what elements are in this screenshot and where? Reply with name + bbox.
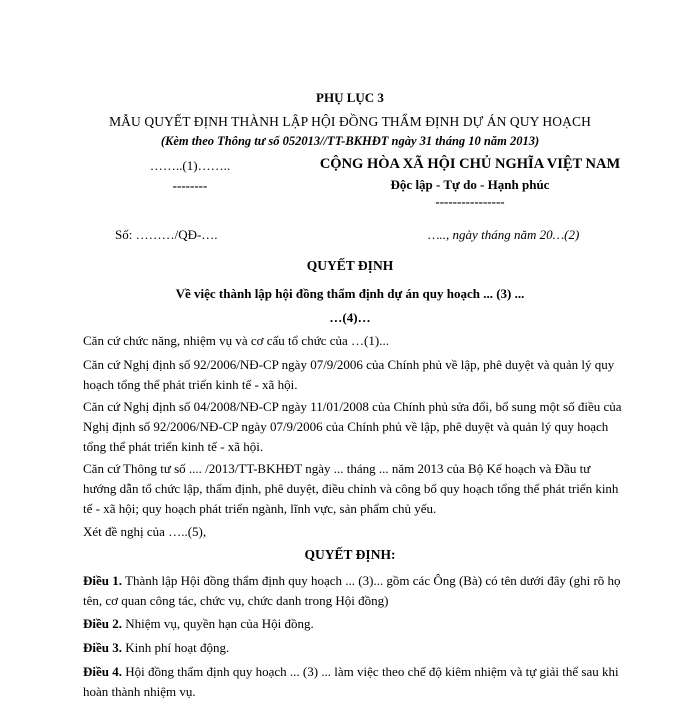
- motto-divider: ----------------: [435, 194, 505, 209]
- article-label: Điều 4.: [83, 664, 122, 679]
- legal-basis-paragraph: Căn cứ Nghị định số 92/2006/NĐ-CP ngày 07/9/2006 của Chính phủ về lập, phê duyệt và quản lý quy hoạch tổng thể phát triển kinh tế - xã hội.: [83, 357, 615, 392]
- article-paragraph: [83, 662, 628, 702]
- document-date: ….., ngày tháng năm 20…(2): [428, 227, 580, 242]
- document-number: Số: ………/QĐ-….: [115, 227, 218, 242]
- article-text: Thành lập Hội đồng thẩm định quy hoạch ... (3)... gồm các Ông (Bà) có tên dưới đây (ghi rõ họ tên, cơ quan công tác, chức vụ, chức danh trong Hội đồng): [83, 573, 621, 608]
- decision-title: QUYẾT ĐỊNH: [306, 258, 394, 273]
- legal-basis-paragraph: Căn cứ Nghị định số 04/2008/NĐ-CP ngày 11/01/2008 của Chính phủ sửa đổi, bổ sung một số điều của Nghị định số 92/2006/NĐ-CP ngày 07/9/2006 của Chính phủ về lập, phê duyệt và quản lý quy hoạch tổng thể phát triển kinh tế - xã hội.: [83, 399, 622, 454]
- organization-placeholder: ……..(1)……..: [149, 158, 231, 173]
- legal-basis-paragraph: Căn cứ Thông tư số .... /2013/TT-BKHĐT ngày ... tháng ... năm 2013 của Bộ Kế hoạch và Đầu tư hướng dẫn tổ chức lập, thẩm định, phê duyệt, điều chỉnh và công bố quy hoạch tổng thể phát triển kinh tế - xã hội; quy hoạch phát triển ngành, lĩnh vực, sản phẩm chủ yếu.: [83, 461, 619, 516]
- article-text: Nhiệm vụ, quyền hạn của Hội đồng.: [122, 616, 314, 631]
- national-motto: Độc lập - Tự do - Hạnh phúc: [390, 177, 550, 192]
- article-label: Điều 2.: [83, 616, 122, 631]
- article-label: Điều 1.: [83, 573, 122, 588]
- issuer-placeholder: …(4)…: [329, 310, 371, 325]
- form-title: MẪU QUYẾT ĐỊNH THÀNH LẬP HỘI ĐỒNG THẨM ĐỊNH DỰ ÁN QUY HOẠCH: [109, 114, 591, 129]
- organization-divider: --------: [172, 178, 208, 193]
- decision-subject: Về việc thành lập hội đồng thẩm định dự án quy hoạch ... (3) ...: [175, 286, 525, 301]
- article-text: Kinh phí hoạt động.: [122, 640, 230, 655]
- country-name: CỘNG HÒA XÃ HỘI CHỦ NGHĨA VIỆT NAM: [319, 156, 621, 172]
- article-label: Điều 3.: [83, 640, 122, 655]
- article-paragraph: [83, 638, 628, 658]
- attachment-note: (Kèm theo Thông tư số 052013//TT-BKHĐT ngày 31 tháng 10 năm 2013): [160, 134, 540, 148]
- article-text: Hội đồng thẩm định quy hoạch ... (3) ... làm việc theo chế độ kiêm nhiệm và tự giải thể sau khi hoàn thành nhiệm vụ.: [83, 664, 619, 699]
- article-paragraph: [83, 571, 628, 611]
- article-paragraph: [83, 614, 628, 634]
- appendix-title: PHỤ LỤC 3: [316, 90, 384, 105]
- legal-basis-paragraph: Căn cứ chức năng, nhiệm vụ và cơ cấu tổ chức của …(1)...: [83, 333, 389, 348]
- proposal-paragraph: Xét đề nghị của …..(5),: [83, 524, 207, 539]
- decides-heading: QUYẾT ĐỊNH:: [304, 547, 396, 562]
